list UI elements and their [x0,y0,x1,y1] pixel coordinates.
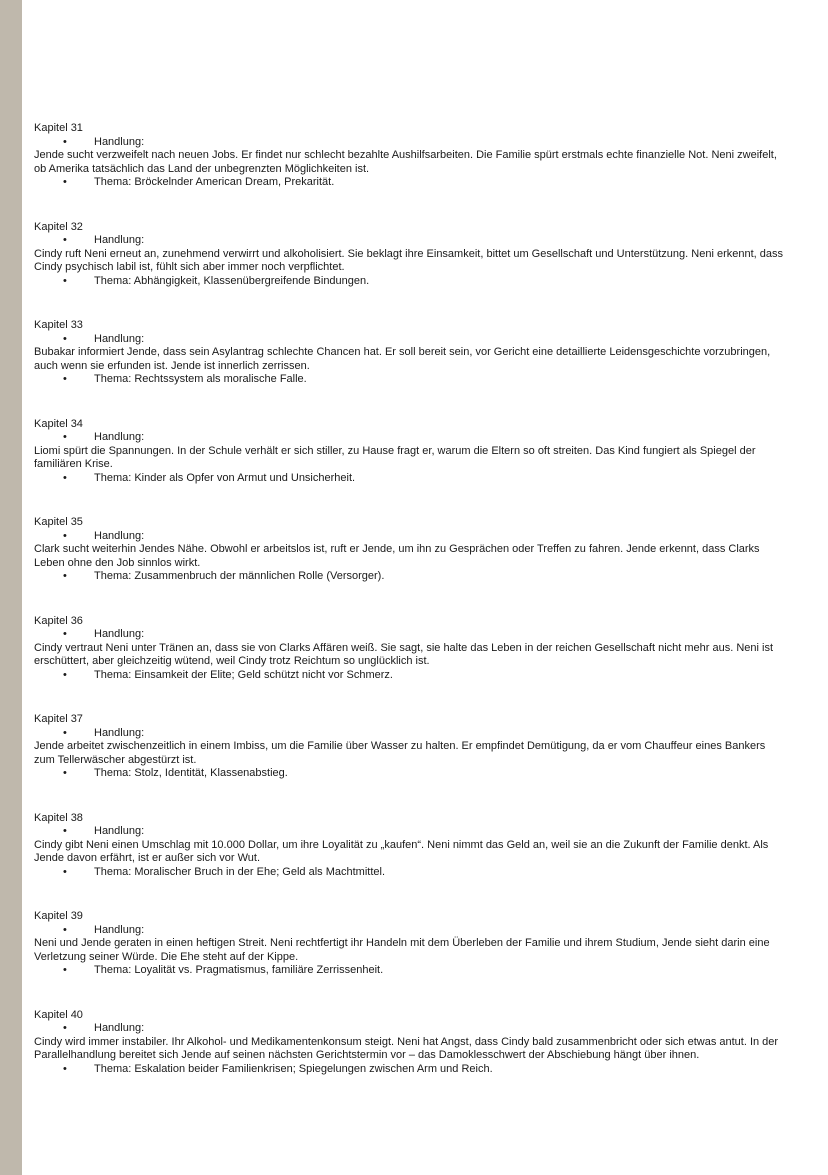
thema-bullet [34,866,784,880]
chapter-title: Kapitel 33 [34,319,83,331]
handlung-bullet [34,628,784,642]
handlung-label: Handlung: [94,923,145,936]
bullet-icon: • [63,135,67,148]
handlung-bullet [34,333,784,347]
thema-bullet [34,472,784,486]
chapter-section [34,910,784,978]
chapter-title: Kapitel 39 [34,910,83,922]
page-edge-strip [0,0,22,1175]
thema-bullet [34,176,784,190]
chapter-text: Cindy vertraut Neni unter Tränen an, dass sie von Clarks Affären weiß. Sie sagt, sie halte das Leben in der reichen Gesellschaft nicht mehr aus. Neni ist erschüttert, aber gleichzeitig wütend, weil Cindy trotz Reichtum so unglücklich ist. [34,641,774,667]
bullet-icon: • [63,668,67,681]
chapter-section [34,516,784,584]
thema-text: Thema: Bröckelnder American Dream, Prekarität. [94,176,335,188]
bullet-icon: • [63,471,67,484]
handlung-bullet [34,136,784,150]
bullet-icon: • [63,234,67,246]
handlung-label: Handlung: [94,1022,145,1034]
bullet-icon: • [63,825,67,837]
thema-text: Thema: Abhängigkeit, Klassenübergreifende Bindungen. [94,274,370,287]
bullet-icon: • [63,923,67,936]
thema-text: Thema: Moralischer Bruch in der Ehe; Geld als Machtmittel. [94,865,386,878]
bullet-icon: • [63,570,67,582]
thema-bullet [34,373,784,387]
chapter-section [34,713,784,781]
chapter-text: Cindy wird immer instabiler. Ihr Alkohol- und Medikamentenkonsum steigt. Neni hat Angst, dass Cindy bald zusammenbricht oder sich etwas antut. In der Parallelhandlung bereitet sich Jende auf seinen nächsten Gerichtstermin vor – das Damoklesschwert der Abschiebung hängt über ihnen. [34,1035,779,1061]
thema-bullet [34,275,784,289]
handlung-bullet [34,530,784,544]
bullet-icon: • [63,865,67,878]
handlung-label: Handlung: [94,332,145,345]
bullet-icon: • [63,628,67,640]
bullet-icon: • [63,726,67,739]
document-body [34,122,784,1107]
chapter-text: Cindy ruft Neni erneut an, zunehmend verwirrt und alkoholisiert. Sie beklagt ihre Einsamkeit, bittet um Gesellschaft und Unterstützung. Neni erkennt, dass Cindy psychisch labil ist, fühlt sich aber immer noch verpflichtet. [34,247,783,273]
chapter-text: Neni und Jende geraten in einen heftigen Streit. Neni rechtfertigt ihr Handeln mit dem Überleben der Familie und ihrem Studium, Jende sieht darin eine Verletzung seiner Würde. Die Ehe steht auf der Kippe. [34,937,770,963]
thema-bullet [34,964,784,978]
chapter-section [34,221,784,289]
bullet-icon: • [63,431,67,443]
handlung-bullet [34,1022,784,1036]
bullet-icon: • [63,529,67,542]
chapter-section [34,418,784,486]
handlung-bullet [34,727,784,741]
bullet-icon: • [63,176,67,188]
bullet-icon: • [63,964,67,976]
chapter-text: Clark sucht weiterhin Jendes Nähe. Obwohl er arbeitslos ist, ruft er Jende, um ihn zu Gesprächen oder Treffen zu fahren. Jende erkennt, dass Clarks Leben ohne den Job sinnlos wirkt. [34,543,760,569]
handlung-label: Handlung: [94,135,145,148]
thema-text: Thema: Eskalation beider Familienkrisen; Spiegelungen zwischen Arm und Reich. [94,1062,493,1075]
thema-text: Thema: Kinder als Opfer von Armut und Unsicherheit. [94,471,356,484]
chapter-title: Kapitel 31 [34,122,83,134]
chapter-section [34,122,784,190]
chapter-section [34,319,784,387]
chapter-text: Liomi spürt die Spannungen. In der Schule verhält er sich stiller, zu Hause fragt er, warum die Eltern so oft streiten. Das Kind fungiert als Spiegel der familiären Krise. [34,444,756,470]
handlung-bullet [34,924,784,938]
thema-text: Thema: Einsamkeit der Elite; Geld schützt nicht vor Schmerz. [94,668,393,681]
thema-text: Thema: Loyalität vs. Pragmatismus, familiäre Zerrissenheit. [94,964,384,976]
handlung-bullet [34,431,784,445]
bullet-icon: • [63,767,67,779]
chapter-title: Kapitel 37 [34,713,83,725]
thema-text: Thema: Rechtssystem als moralische Falle. [94,373,307,385]
bullet-icon: • [63,1022,67,1034]
bullet-icon: • [63,373,67,385]
chapter-title: Kapitel 35 [34,516,83,528]
chapter-text: Cindy gibt Neni einen Umschlag mit 10.000 Dollar, um ihre Loyalität zu „kaufen“. Neni nimmt das Geld an, weil sie an die Zukunft der Familie denkt. Als Jende davon erfährt, ist er außer sich vor Wut. [34,838,769,864]
chapter-title: Kapitel 40 [34,1008,83,1021]
thema-bullet [34,669,784,683]
chapter-section [34,1009,784,1077]
handlung-label: Handlung: [94,726,145,739]
bullet-icon: • [63,274,67,287]
chapter-section [34,615,784,683]
handlung-label: Handlung: [94,628,145,640]
thema-text: Thema: Zusammenbruch der männlichen Rolle (Versorger). [94,570,385,582]
chapter-text: Jende sucht verzweifelt nach neuen Jobs. Er findet nur schlecht bezahlte Aushilfsarbeiten. Die Familie spürt erstmals echte finanzielle Not. Neni zweifelt, ob Amerika tatsächlich das Land der unbegrenzten Möglichkeiten ist. [34,149,777,175]
handlung-label: Handlung: [94,529,145,542]
chapter-text: Bubakar informiert Jende, dass sein Asylantrag schlechte Chancen hat. Er soll bereit sein, vor Gericht eine detaillierte Leidensgeschichte vorzubringen, auch wenn sie erfunden ist. Jende ist innerlich zerrissen. [34,346,771,372]
thema-bullet [34,1063,784,1077]
handlung-label: Handlung: [94,234,145,246]
chapter-title: Kapitel 32 [34,220,83,233]
handlung-label: Handlung: [94,825,145,837]
bullet-icon: • [63,332,67,345]
thema-bullet [34,570,784,584]
chapter-section [34,812,784,880]
chapter-title: Kapitel 34 [34,417,83,430]
handlung-bullet [34,234,784,248]
chapter-title: Kapitel 38 [34,811,83,824]
chapter-title: Kapitel 36 [34,614,83,627]
thema-bullet [34,767,784,781]
chapter-text: Jende arbeitet zwischenzeitlich in einem Imbiss, um die Familie über Wasser zu halten. Er empfindet Demütigung, da er vom Chauffeur eines Bankers zum Tellerwäscher abgestürzt ist. [34,740,766,766]
thema-text: Thema: Stolz, Identität, Klassenabstieg. [94,767,288,779]
handlung-bullet [34,825,784,839]
bullet-icon: • [63,1062,67,1075]
handlung-label: Handlung: [94,431,145,443]
